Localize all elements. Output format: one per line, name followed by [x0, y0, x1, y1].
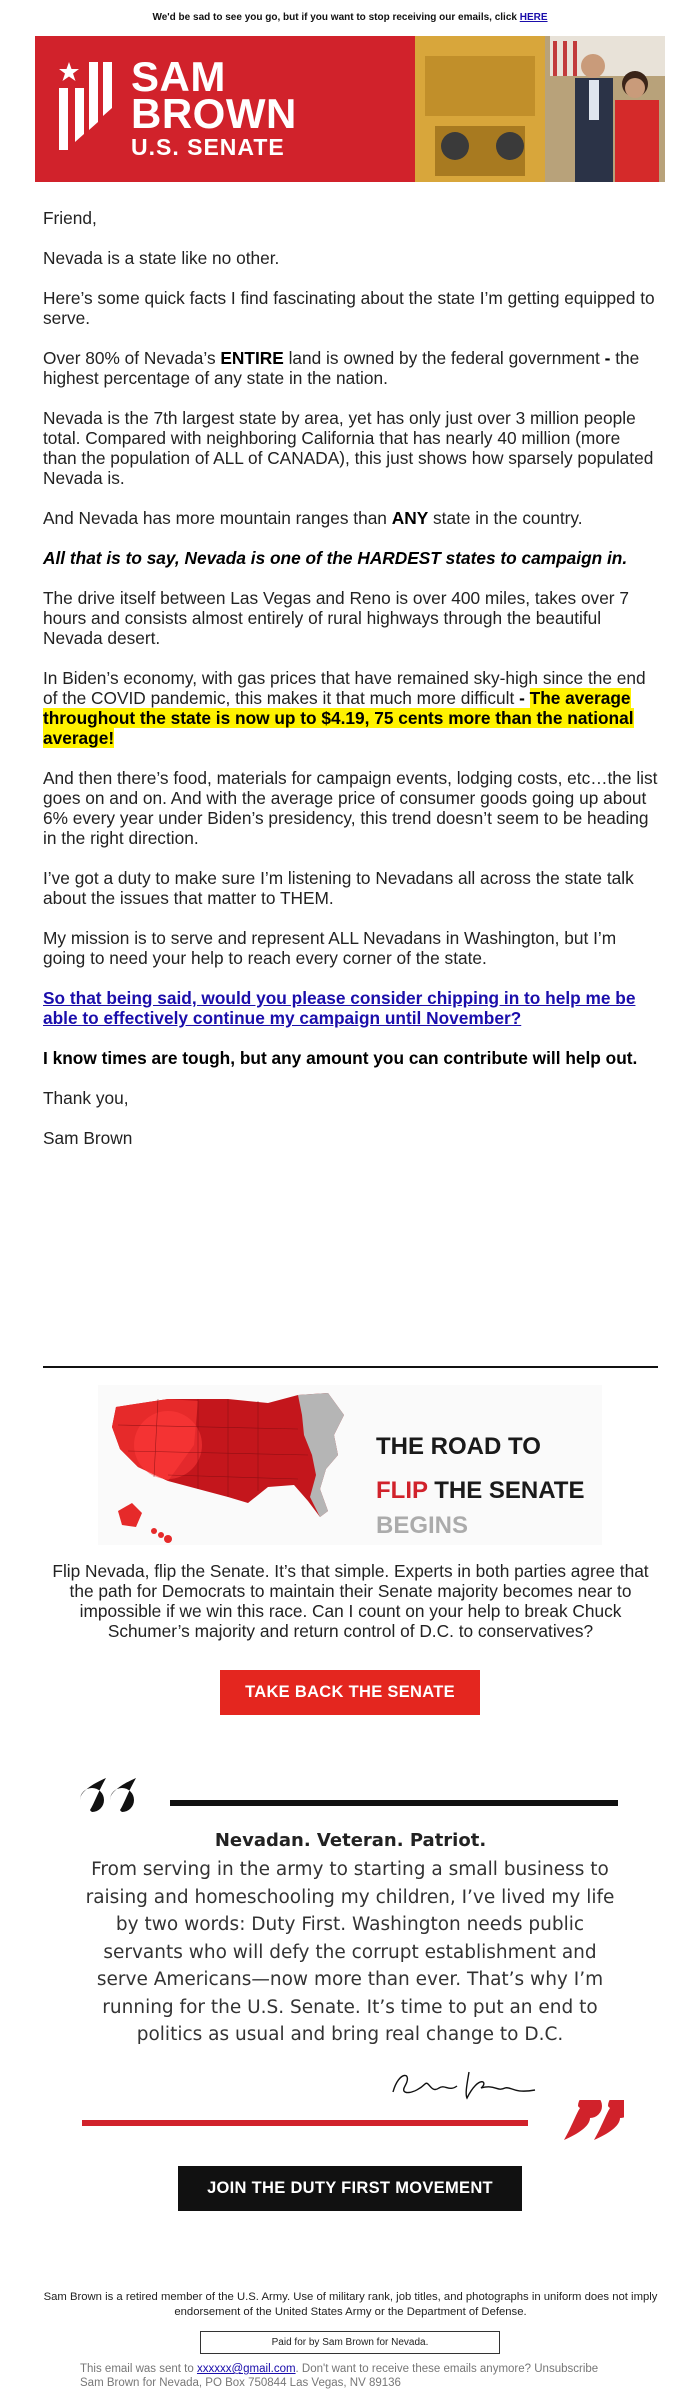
paragraph-8-space [525, 688, 530, 708]
donation-ask-link[interactable]: So that being said, would you please consider chipping in to help me be able to effectively continue my campaign until November? [43, 988, 636, 1028]
candidate-photo [415, 36, 665, 182]
quote-text: From serving in the army to starting a small business to raising and homeschooling my children, I’ve lived my life by two words: Duty First. Washington needs public servants who will defy the corrupt establishment and serve Americans—now more than ever. That’s why I’m running for the U.S. Senate. It’s time to put an end to politics as usual and bring real change to D.C. [85, 1859, 615, 2045]
paragraph-5-c: state in the country. [428, 508, 583, 528]
paid-for-box: Paid for by Sam Brown for Nevada. [200, 2331, 500, 2354]
sent-to-line [80, 2362, 680, 2376]
donation-ask-paragraph [43, 988, 658, 1028]
banner-office: U.S. SENATE [131, 134, 285, 160]
close-quote-icon [560, 2100, 624, 2148]
quote-title: Nevadan. Veteran. Patriot. [214, 1830, 487, 1851]
open-quote-icon [76, 1770, 140, 1818]
banner-name-last: BROWN [131, 90, 297, 137]
flip-nevada-text: Flip Nevada, flip the Senate. It’s that simple. Experts in both parties agree that the path for Democrats to maintain their Senate majority becomes near to impossible if we win this race. Can I count on your help to break Chuck Schumer’s majority and return control of D.C. to conservatives? [52, 1561, 649, 1641]
paragraph-5-emphasis: ANY [391, 508, 429, 528]
paragraph-12 [43, 1048, 658, 1068]
us-map-icon [98, 1385, 358, 1545]
paragraph-9: And then there’s food, materials for campaign events, lodging costs, etc…the list goes on and on. And with the average price of consumer goods going up about 6% every year under Biden’s presidency, this trend doesn’t seem to be heading in the right direction. [43, 768, 658, 848]
signature-name: Sam Brown [43, 1128, 133, 1148]
unsubscribe-notice-text: We'd be sad to see you go, but if you want to stop receiving our emails, click [152, 12, 520, 23]
banner-candidate-name [131, 53, 297, 137]
unsubscribe-here-link[interactable]: HERE [519, 12, 548, 23]
signoff: Thank you, [43, 1088, 129, 1108]
paragraph-3-emphasis: ENTIRE [220, 348, 284, 368]
quote-bottom-rule [82, 2120, 528, 2126]
paragraph-3-a: Over 80% of Nevada’s [43, 348, 221, 368]
road-title-senate: THE SENATE [427, 1477, 585, 1504]
road-title-line2 [376, 1469, 584, 1513]
gas-price-highlight: The average throughout the state is now up to $4.19, 75 cents more than the national average! [43, 688, 634, 748]
paragraph-6 [43, 548, 658, 568]
banner-name-first: SAM [131, 53, 226, 100]
road-to-flip-title [376, 1425, 584, 1539]
flip-senate-graphic[interactable] [98, 1385, 602, 1545]
greeting: Friend, [43, 208, 97, 228]
paragraph-7: The drive itself between Las Vegas and Reno is over 400 miles, takes over 7 hours and consists almost entirely of rural highways through the beautiful Nevada desert. [43, 588, 629, 648]
signature-icon [385, 2064, 545, 2104]
paragraph-8-dash: - [519, 688, 525, 708]
paragraph-12-text: I know times are tough, but any amount you can contribute will help out. [43, 1048, 638, 1068]
paragraph-8 [43, 668, 658, 748]
paragraph-3-e: the highest percentage of any state in the nation. [43, 348, 640, 388]
paragraph-3-dash: - [604, 348, 611, 368]
take-back-senate-button[interactable]: TAKE BACK THE SENATE [220, 1670, 480, 1715]
paragraph-5 [43, 508, 658, 528]
letter-body [43, 208, 658, 1168]
quote-top-rule [170, 1800, 618, 1806]
paragraph-1: Nevada is a state like no other. [43, 248, 280, 268]
military-disclaimer: Sam Brown is a retired member of the U.S. Army. Use of military rank, job titles, and photographs in uniform does not imply endorsement of the United States Army or the Department of Defense. [43, 2291, 658, 2318]
join-duty-first-button[interactable]: JOIN THE DUTY FIRST MOVEMENT [178, 2166, 522, 2211]
recipient-email-link[interactable]: xxxxxx@gmail.com [196, 2363, 296, 2375]
road-title-line1: THE ROAD TO [376, 1433, 541, 1460]
mailing-address: Sam Brown for Nevada, PO Box 750844 Las Vegas, NV 89136 [80, 2377, 401, 2389]
paragraph-11: My mission is to serve and represent ALL Nevadans in Washington, but I’m going to need your help to reach every corner of the state. [43, 928, 617, 968]
road-title-flip: FLIP [376, 1477, 428, 1504]
paragraph-2: Here’s some quick facts I find fascinating about the state I’m getting equipped to serve. [43, 288, 655, 328]
paragraph-8-a: In Biden’s economy, with gas prices that have remained sky-high since the end of the COVID pandemic, this makes it that much more difficult [43, 668, 646, 708]
sent-to-prefix: This email was sent to [80, 2363, 197, 2375]
flag-logo-icon [55, 60, 119, 154]
paragraph-4: Nevada is the 7th largest state by area, yet has only just over 3 million people total. Compared with neighboring California that has nearly 40 million (more than the population of ALL of CANADA), this just shows how sparsely populated Nevada is. [43, 408, 654, 488]
road-title-line3: BEGINS [376, 1512, 469, 1539]
section-divider [43, 1366, 658, 1368]
unsubscribe-notice [0, 12, 700, 23]
campaign-banner[interactable] [35, 36, 665, 182]
unsubscribe-text[interactable]: . Don't want to receive these emails anymore? Unsubscribe [295, 2363, 599, 2375]
paragraph-3 [43, 348, 658, 388]
paragraph-10: I’ve got a duty to make sure I’m listening to Nevadans all across the state talk about the issues that matter to THEM. [43, 868, 634, 908]
paragraph-3-c: land is owned by the federal government [283, 348, 605, 368]
paragraph-5-a: And Nevada has more mountain ranges than [43, 508, 392, 528]
paragraph-6-text: All that is to say, Nevada is one of the HARDEST states to campaign in. [43, 548, 628, 568]
